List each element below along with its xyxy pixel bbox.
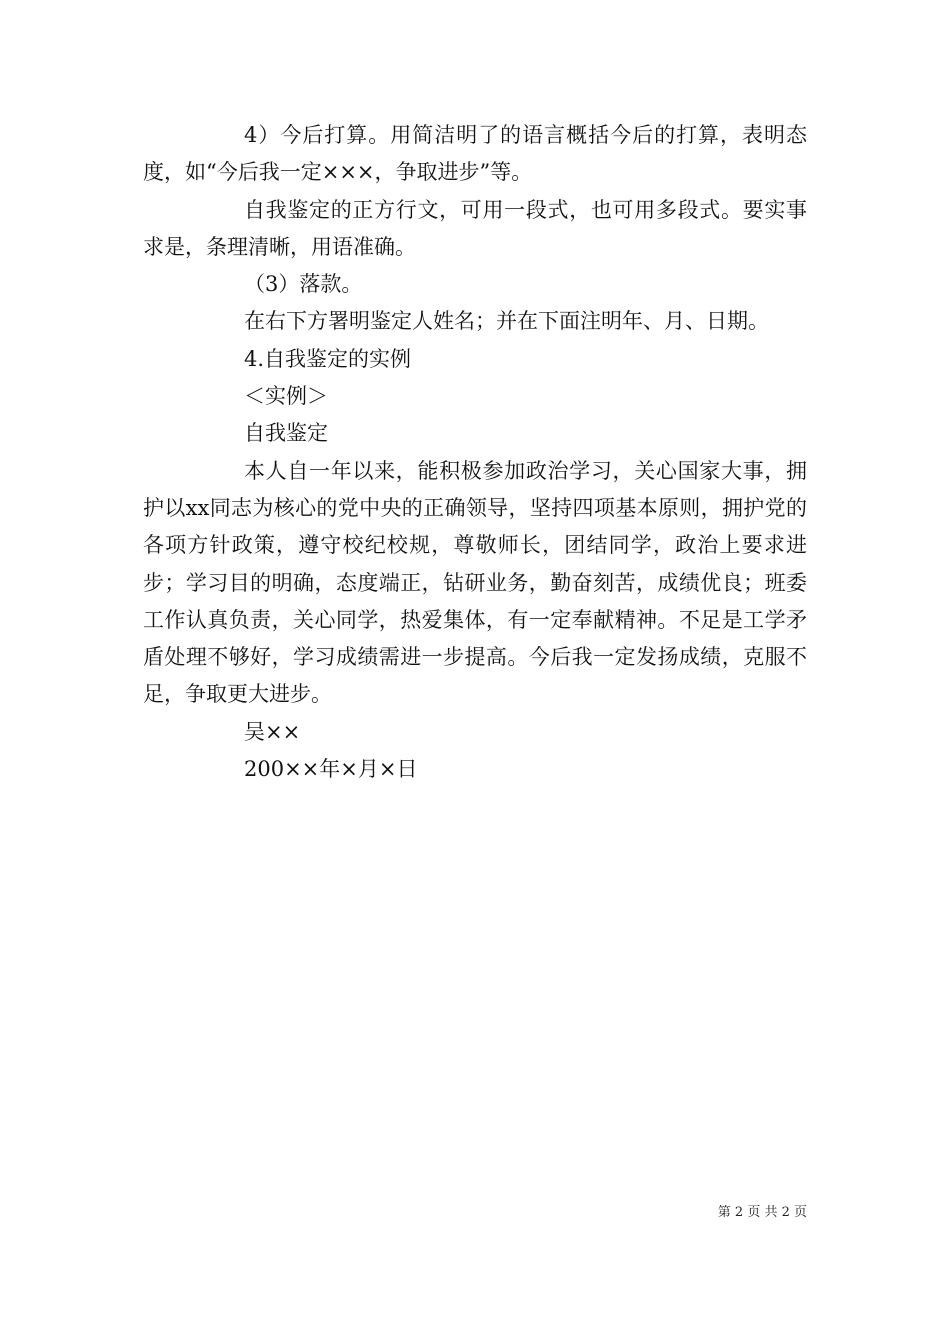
paragraph-signature-rule: 在右下方署明鉴定人姓名；并在下面注明年、月、日期。 <box>244 309 769 334</box>
example-signature-date: 200××年×月×日 <box>244 757 418 782</box>
document-body <box>143 117 807 788</box>
paragraph-body-format: 自我鉴定的正方行文，可用一段式，也可用多段式。要实事求是，条理清晰，用语准确。 <box>143 197 807 259</box>
paragraph-plans: 4）今后打算。用简洁明了的语言概括今后的打算，表明态度，如“今后我一定×××，争取进步”等。 <box>143 123 807 185</box>
example-label: ＜实例＞ <box>244 384 328 409</box>
example-title: 自我鉴定 <box>244 421 328 446</box>
section-heading-example: 4.自我鉴定的实例 <box>244 346 412 371</box>
example-body: 本人自一年以来，能积极参加政治学习，关心国家大事，拥护以xx同志为核心的党中央的正确领导，坚持四项基本原则，拥护党的各项方针政策，遵守校纪校规，尊敬师长，团结同学，政治上要求进步；学习目的明确，态度端正，钻研业务，勤奋刻苦，成绩优良；班委工作认真负责，关心同学，热爱集体，有一定奉献精神。不足是工学矛盾处理不够好，学习成绩需进一步提高。今后我一定发扬成绩，克服不足，争取更大进步。 <box>143 458 807 707</box>
paragraph-signature-heading: （3）落款。 <box>244 272 363 297</box>
page-number: 第 2 页 共 2 页 <box>717 1205 807 1220</box>
example-signature-name: 吴×× <box>244 719 301 744</box>
